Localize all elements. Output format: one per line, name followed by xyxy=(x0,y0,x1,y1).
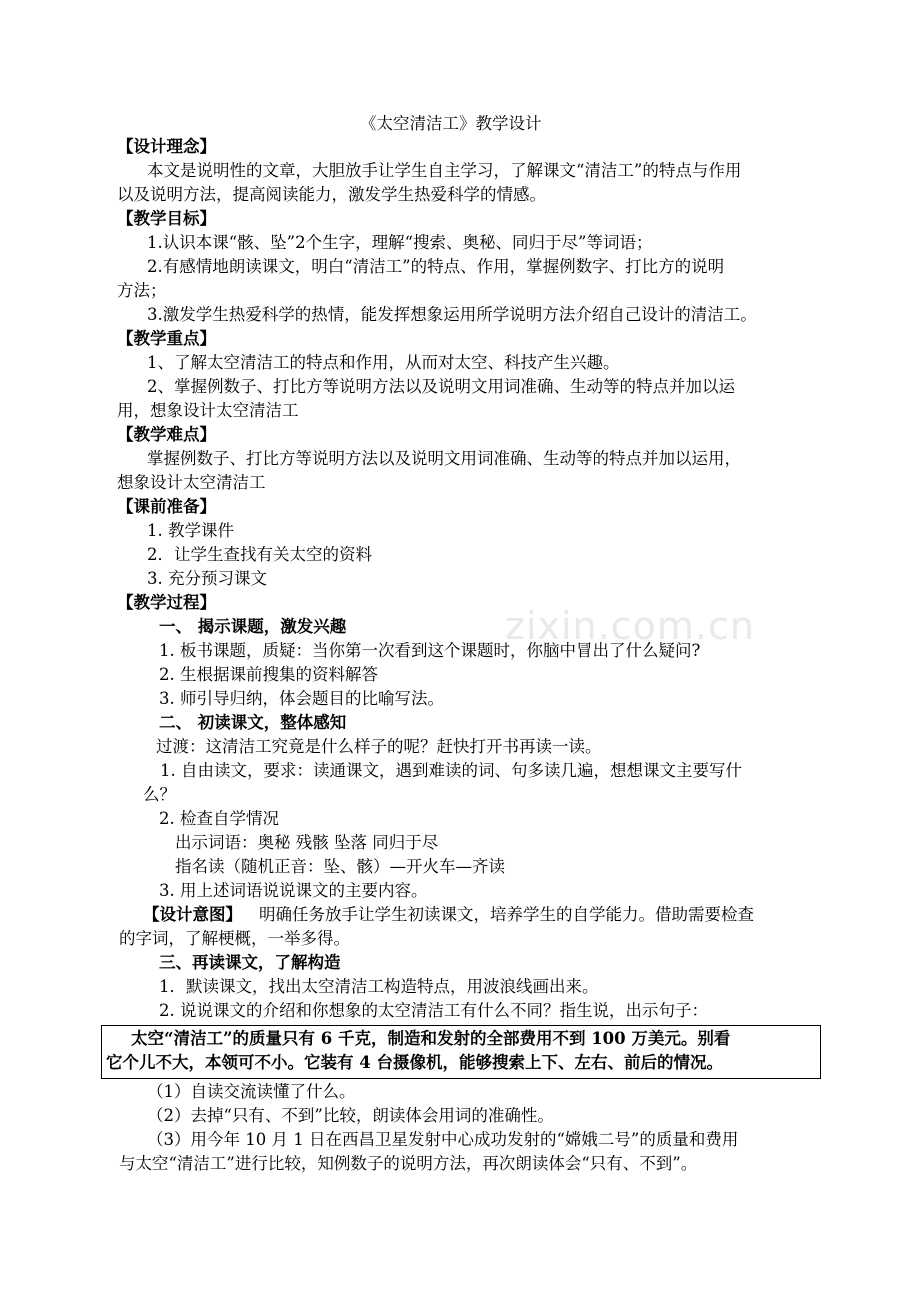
process-line: 的字词，了解梗概，一举多得。 xyxy=(119,929,350,948)
key-heading: 【教学重点】 xyxy=(117,329,216,348)
process-line: 1．默读课文，找出太空清洁工构造特点，用波浪线画出来。 xyxy=(159,977,599,996)
page-title: 《太空清洁工》教学设计 xyxy=(360,114,542,133)
process-line: 1. 板书课题，质疑：当你第一次看到这个课题时，你脑中冒出了什么疑问? xyxy=(159,641,701,660)
concept-heading: 【设计理念】 xyxy=(117,137,216,156)
process-line: 指名读（随机正音：坠、骸）—开火车—齐读 xyxy=(175,857,505,876)
goals-line: 1.认识本课“骸、坠”2个生字，理解“搜索、奥秘、同归于尽”等词语； xyxy=(147,233,653,252)
process-line: 3. 用上述词语说说课文的主要内容。 xyxy=(159,881,428,900)
difficult-line: 掌握例数子、打比方等说明方法以及说明文用词准确、生动等的特点并加以运用， xyxy=(147,449,741,468)
difficult-heading: 【教学难点】 xyxy=(117,425,216,444)
after-line: （2）去掉“只有、不到”比较，朗读体会用词的准确性。 xyxy=(147,1106,554,1125)
process-line: 明确任务放手让学生初读课文，培养学生的自学能力。借助需要检查 xyxy=(259,905,754,924)
process-line: 2. 检查自学情况 xyxy=(159,809,279,828)
process-line: 2. 生根据课前搜集的资料解答 xyxy=(159,665,378,684)
key-line: 1、了解太空清洁工的特点和作用，从而对太空、科技产生兴趣。 xyxy=(147,353,620,372)
process-line: 2. 说说课文的介绍和你想象的太空清洁工有什么不同？指生说，出示句子： xyxy=(159,1001,708,1020)
process-step-title: 二、 初读课文，整体感知 xyxy=(159,713,347,732)
quote-line: 它个儿不大，本领可不小。它装有 4 台摄像机，能够搜索上下、左右、前后的情况。 xyxy=(106,1053,723,1072)
after-line: （1）自读交流读懂了什么。 xyxy=(147,1082,356,1101)
key-line: 2、掌握例数子、打比方等说明方法以及说明文用词准确、生动等的特点并加以运 xyxy=(147,377,735,396)
quote-box xyxy=(101,1025,821,1079)
concept-line: 本文是说明性的文章，大胆放手让学生自主学习，了解课文“清洁工”的特点与作用 xyxy=(147,161,742,180)
process-step-title: 三、再读课文，了解构造 xyxy=(159,953,341,972)
goals-heading: 【教学目标】 xyxy=(117,209,216,228)
key-line: 用，想象设计太空清洁工 xyxy=(117,401,299,420)
prep-line: 1. 教学课件 xyxy=(147,521,234,540)
goals-line: 3.激发学生热爱科学的热情，能发挥想象运用所学说明方法介绍自己设计的清洁工。 xyxy=(147,305,757,324)
process-line: 出示词语：奥秘 残骸 坠落 同归于尽 xyxy=(175,833,439,852)
after-line: 与太空“清洁工”进行比较，知例数子的说明方法，再次朗读体会“只有、不到”。 xyxy=(119,1154,698,1173)
watermark: zixin.com.cn xyxy=(505,604,755,648)
process-heading: 【教学过程】 xyxy=(117,593,216,612)
prep-line: 2．让学生查找有关太空的资料 xyxy=(147,545,372,564)
goals-line: 方法； xyxy=(117,281,167,300)
prep-heading: 【课前准备】 xyxy=(117,497,216,516)
process-line: 么？ xyxy=(143,785,176,804)
difficult-line: 想象设计太空清洁工 xyxy=(117,473,266,492)
design-intent-label: 【设计意图】 xyxy=(143,905,242,924)
process-step-title: 一、 揭示课题，激发兴趣 xyxy=(159,617,347,636)
after-line: （3）用今年 10 月 1 日在西昌卫星发射中心成功发射的“嫦娥二号”的质量和费用 xyxy=(147,1130,739,1149)
quote-line: 太空“清洁工”的质量只有 6 千克，制造和发射的全部费用不到 100 万美元。别看 xyxy=(131,1029,731,1048)
process-line: 3. 师引导归纳，体会题目的比喻写法。 xyxy=(159,689,444,708)
process-line: 过渡：这清洁工究竟是什么样子的呢？赶快打开书再读一读。 xyxy=(156,737,602,756)
process-line: 1. 自由读文，要求：读通课文，遇到难读的词、句多读几遍，想想课文主要写什 xyxy=(160,761,742,780)
goals-line: 2.有感情地朗读课文，明白“清洁工”的特点、作用，掌握例数字、打比方的说明 xyxy=(147,257,725,276)
prep-line: 3. 充分预习课文 xyxy=(147,569,267,588)
concept-line: 以及说明方法，提高阅读能力，激发学生热爱科学的情感。 xyxy=(117,185,546,204)
